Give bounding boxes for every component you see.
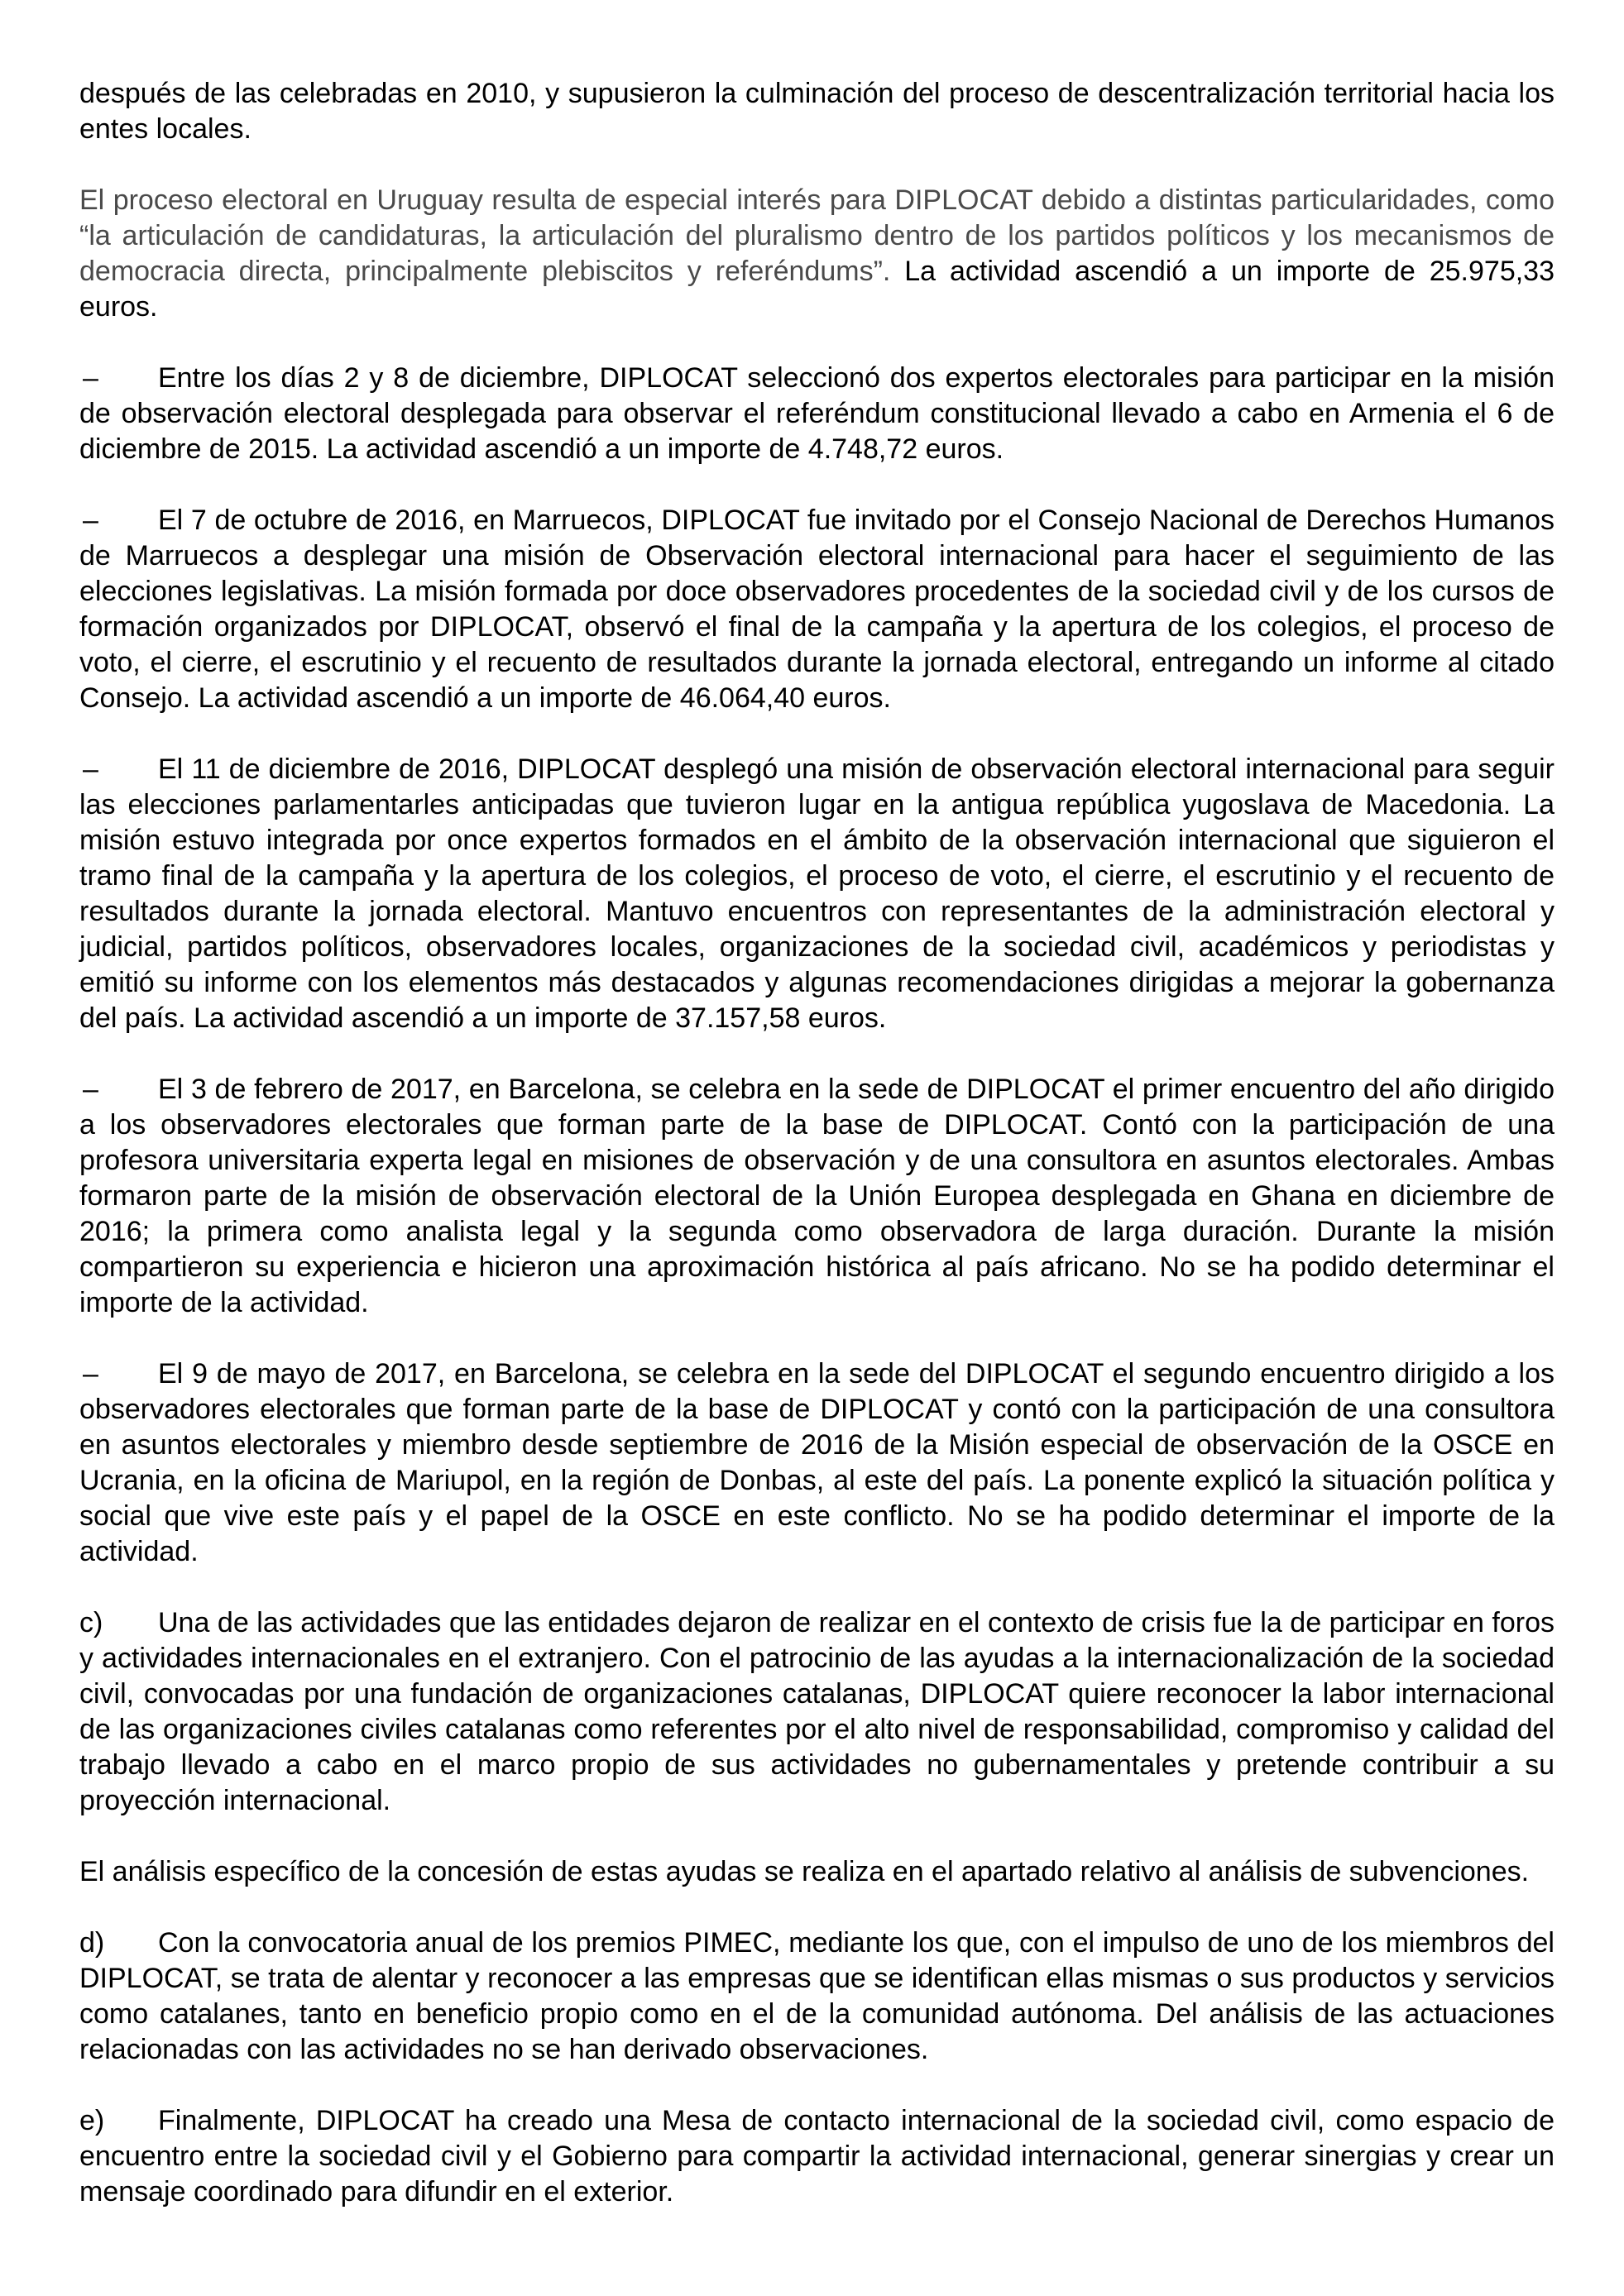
item-text: Una de las actividades que las entidades dejaron de realizar en el contexto de crisis fue la de participar en foros y actividades internacionales en el extranjero. Con el patrocinio de las ayudas a la internacionalización de la sociedad civil, convocadas por una fundación de organizaciones catalanas, DIPLOCAT quiere reconocer la labor internacional de las organizaciones civiles catalanas como referentes por el alto nivel de responsabilidad, compromiso y calidad del trabajo llevado a cabo en el marco propio de sus actividades no gubernamentales y pretende contribuir a su proyección internacional.: [79, 1607, 1555, 1816]
item-text: Finalmente, DIPLOCAT ha creado una Mesa de contacto internacional de la sociedad civil, como espacio de encuentro entre la sociedad civil y el Gobierno para compartir la actividad internacional, generar sinergias y crear un mensaje coordinado para difundir en el exterior.: [79, 2105, 1555, 2208]
item-letter: e): [79, 2105, 105, 2136]
dash-marker: –: [83, 753, 98, 785]
paragraph-text: después de las celebradas en 2010, y supusieron la culminación del proceso de descentralización territorial hacia los entes locales.: [79, 78, 1555, 145]
paragraph-text: El análisis específico de la concesión de estas ayudas se realiza en el apartado relativo al análisis de subvenciones.: [79, 1856, 1530, 1887]
bullet-mayo-2017: [79, 1356, 1555, 1570]
item-e: [79, 2103, 1555, 2210]
dash-marker: –: [83, 1074, 98, 1105]
paragraph-descentralizacion: [79, 76, 1555, 147]
item-letter: d): [79, 1927, 105, 1959]
item-d: [79, 1925, 1555, 2068]
bullet-armenia: [79, 361, 1555, 467]
bullet-text: El 3 de febrero de 2017, en Barcelona, se celebra en la sede de DIPLOCAT el primer encuentro del año dirigido a los observadores electorales que forman parte de la base de DIPLOCAT. Contó con la participación de una profesora universitaria experta legal en misiones de observación y de una consultora en asuntos electorales. Ambas formaron parte de la misión de observación electoral de la Unión Europea desplegada en Ghana en diciembre de 2016; la primera como analista legal y la segunda como observadora de larga duración. Durante la misión compartieron su experiencia e hicieron una aproximación histórica al país africano. No se ha podido determinar el importe de la actividad.: [79, 1074, 1555, 1318]
bullet-febrero-2017: [79, 1072, 1555, 1321]
amount-text: La actividad ascendió a un importe de 25.975,33 euros.: [79, 256, 1555, 323]
bullet-text: El 7 de octubre de 2016, en Marruecos, DIPLOCAT fue invitado por el Consejo Nacional de Derechos Humanos de Marruecos a desplegar una misión de Observación electoral internacional para hacer el seguimiento de las elecciones legislativas. La misión formada por doce observadores procedentes de la sociedad civil y de los cursos de formación organizados por DIPLOCAT, observó el final de la campaña y la apertura de los colegios, el proceso de voto, el cierre, el escrutinio y el recuento de resultados durante la jornada electoral, entregando un informe al citado Consejo. La actividad ascendió a un importe de 46.064,40 euros.: [79, 505, 1555, 714]
quoted-text: El proceso electoral en Uruguay resulta de especial interés para DIPLOCAT debido a distintas particularidades, como “la articulación de candidaturas, la articulación del pluralismo dentro de los partidos políticos y los mecanismos de democracia directa, principalmente plebiscitos y referéndums”.: [79, 184, 1555, 287]
item-c: [79, 1605, 1555, 1819]
paragraph-uruguay: [79, 183, 1555, 325]
document-page: [79, 76, 1555, 2246]
bullet-text: Entre los días 2 y 8 de diciembre, DIPLOCAT seleccionó dos expertos electorales para participar en la misión de observación electoral desplegada para observar el referéndum constitucional llevado a cabo en Armenia el 6 de diciembre de 2015. La actividad ascendió a un importe de 4.748,72 euros.: [79, 362, 1555, 465]
bullet-marruecos: [79, 503, 1555, 716]
bullet-macedonia: [79, 752, 1555, 1036]
dash-marker: –: [83, 1358, 98, 1390]
dash-marker: –: [83, 505, 98, 536]
dash-marker: –: [83, 362, 98, 394]
paragraph-analisis: [79, 1854, 1555, 1890]
bullet-text: El 9 de mayo de 2017, en Barcelona, se celebra en la sede del DIPLOCAT el segundo encuentro dirigido a los observadores electorales que forman parte de la base de DIPLOCAT y contó con la participación de una consultora en asuntos electorales y miembro desde septiembre de 2016 de la Misión especial de observación de la OSCE en Ucrania, en la oficina de Mariupol, en la región de Donbas, al este del país. La ponente explicó la situación política y social que vive este país y el papel de la OSCE en este conflicto. No se ha podido determinar el importe de la actividad.: [79, 1358, 1555, 1567]
bullet-text: El 11 de diciembre de 2016, DIPLOCAT desplegó una misión de observación electoral internacional para seguir las elecciones parlamentarles anticipadas que tuvieron lugar en la antigua república yugoslava de Macedonia. La misión estuvo integrada por once expertos formados en el ámbito de la observación internacional que siguieron el tramo final de la campaña y la apertura de los colegios, el proceso de voto, el cierre, el escrutinio y el recuento de resultados durante la jornada electoral. Mantuvo encuentros con representantes de la administración electoral y judicial, partidos políticos, observadores locales, organizaciones de la sociedad civil, académicos y periodistas y emitió su informe con los elementos más destacados y algunas recomendaciones dirigidas a mejorar la gobernanza del país. La actividad ascendió a un importe de 37.157,58 euros.: [79, 753, 1555, 1034]
item-text: Con la convocatoria anual de los premios PIMEC, mediante los que, con el impulso de uno de los miembros del DIPLOCAT, se trata de alentar y reconocer a las empresas que se identifican ellas mismas o sus productos y servicios como catalanes, tanto en beneficio propio como en el de la comunidad autónoma. Del análisis de las actuaciones relacionadas con las actividades no se han derivado observaciones.: [79, 1927, 1555, 2065]
item-letter: c): [79, 1607, 103, 1638]
